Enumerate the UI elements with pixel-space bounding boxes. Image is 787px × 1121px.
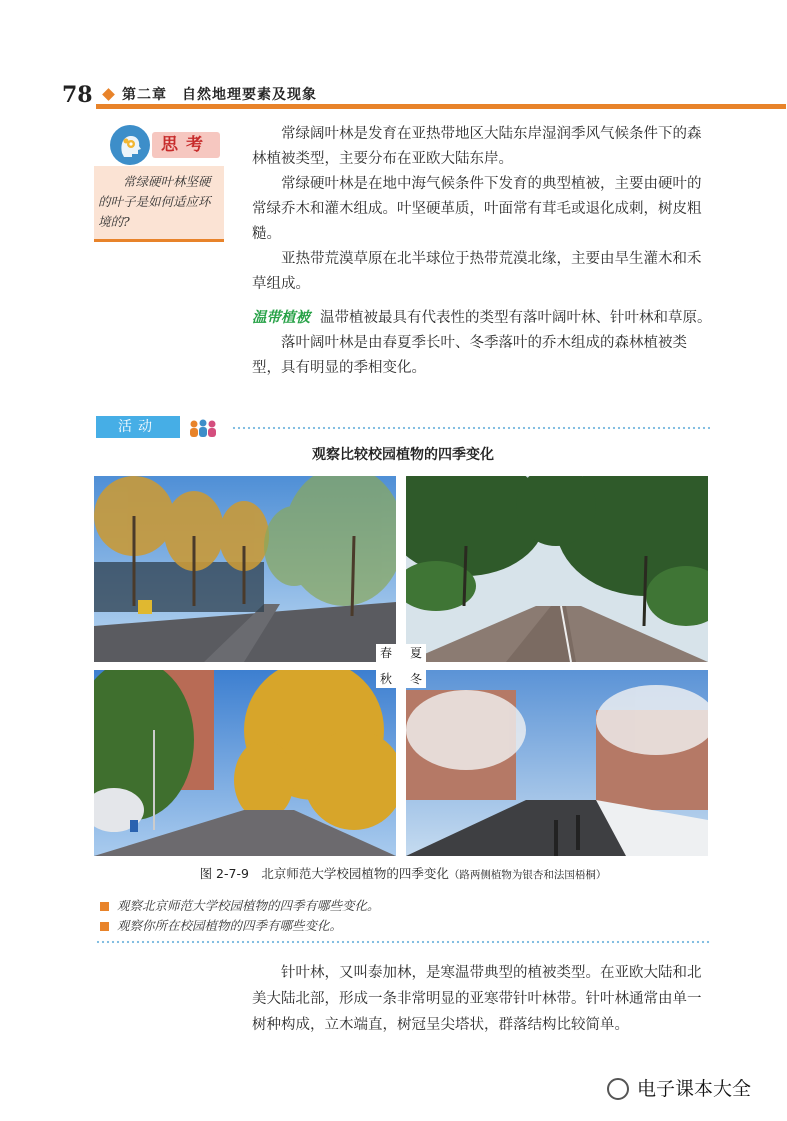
lower-text xyxy=(252,960,712,1038)
task-text: 观察北京师范大学校园植物的四季有哪些变化。 xyxy=(117,898,380,913)
page-number: 78 xyxy=(62,82,93,108)
upper-text xyxy=(252,122,712,297)
photo-winter xyxy=(406,670,708,856)
paragraph-deciduous: 落叶阔叶林是由春夏季长叶、冬季落叶的乔木组成的森林植被类型，具有明显的季相变化。 xyxy=(252,335,687,376)
task-text: 观察你所在校园植物的四季有哪些变化。 xyxy=(117,918,343,933)
think-question: 常绿硬叶林坚硬的叶子是如何适应环境的? xyxy=(98,174,211,229)
bullet-square-icon xyxy=(100,922,109,931)
activity-end-divider xyxy=(96,940,710,944)
photo-autumn xyxy=(94,670,396,856)
season-label-summer: 夏 xyxy=(406,644,426,662)
chapter-title: 第二章 自然地理要素及现象 xyxy=(122,87,317,103)
think-label: 思考 xyxy=(152,132,220,158)
watermark-text: 电子课本大全 xyxy=(636,1078,751,1100)
header-rule xyxy=(96,104,786,109)
paragraph-temperate xyxy=(252,306,712,331)
caption-note: （路两侧植物为银杏和法国梧桐） xyxy=(448,869,607,881)
season-label-winter: 冬 xyxy=(406,670,426,688)
season-label-autumn: 秋 xyxy=(376,670,396,688)
temperate-section xyxy=(252,306,712,381)
wechat-icon xyxy=(607,1078,629,1100)
think-box xyxy=(94,166,224,242)
bullet-square-icon xyxy=(100,902,109,911)
header-diamond-icon xyxy=(102,88,115,101)
task-item xyxy=(100,916,342,934)
photo-spring xyxy=(94,476,396,662)
paragraph-coniferous: 针叶林，又叫泰加林，是寒温带典型的植被类型。在亚欧大陆和北美大陆北部，形成一条非常明显的亚寒带针叶林带。针叶林通常由单一树种构成，立木端直，树冠呈尖塔状，群落结构比较简单。 xyxy=(252,965,702,1033)
watermark xyxy=(607,1074,751,1101)
photo-summer xyxy=(406,476,708,662)
activity-divider xyxy=(232,426,710,430)
paragraph-evergreen-broadleaf: 常绿阔叶林是发育在亚热带地区大陆东岸湿润季风气候条件下的森林植被类型，主要分布在亚欧大陆东岸。 xyxy=(252,126,702,167)
season-label-spring: 春 xyxy=(376,644,396,662)
brain-gear-icon xyxy=(110,125,150,165)
paragraph-desert-steppe: 亚热带荒漠草原在北半球位于热带荒漠北缘，主要由旱生灌木和禾草组成。 xyxy=(252,251,702,292)
figure-caption xyxy=(96,864,710,882)
temperate-heading: 温带植被 xyxy=(252,310,310,326)
figure-title: 观察比较校园植物的四季变化 xyxy=(312,447,494,463)
paragraph-sclerophyll: 常绿硬叶林是在地中海气候条件下发育的典型植被，主要由硬叶的常绿乔木和灌木组成。叶坚硬革质，叶面常有茸毛或退化成刺，树皮粗糙。 xyxy=(252,176,702,242)
task-item xyxy=(100,896,380,914)
people-group-icon xyxy=(188,418,218,442)
temperate-text: 温带植被最具有代表性的类型有落叶阔叶林、针叶林和草原。 xyxy=(320,310,712,326)
activity-label: 活动 xyxy=(96,416,180,438)
caption-main: 图 2-7-9 北京师范大学校园植物的四季变化 xyxy=(199,866,449,881)
